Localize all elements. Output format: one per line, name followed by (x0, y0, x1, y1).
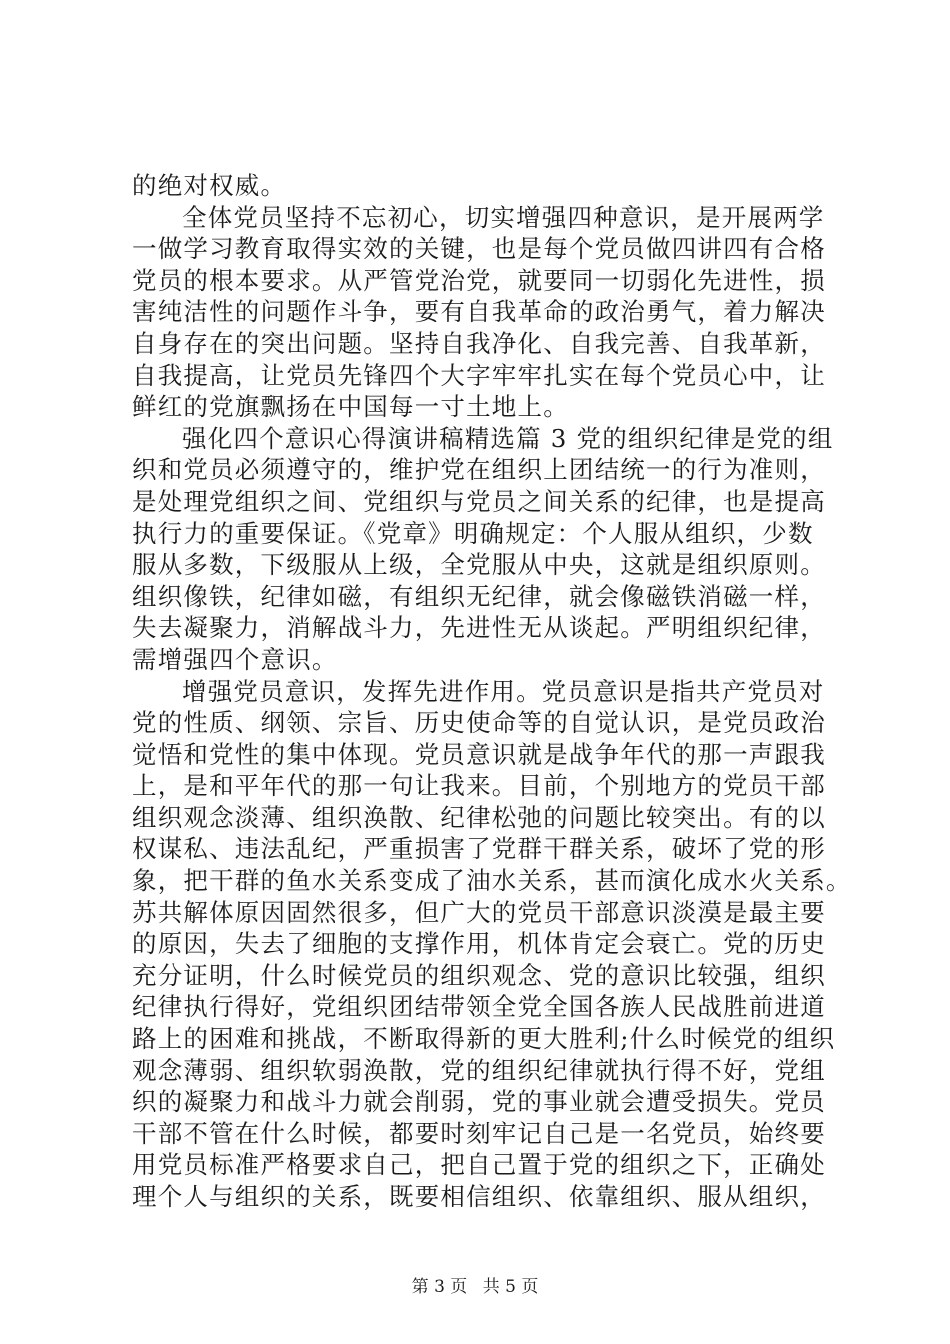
text-line: 全体党员坚持不忘初心，切实增强四种意识，是开展两学 (182, 202, 825, 232)
text-line: 织和党员必须遵守的，维护党在组织上团结统一的行为准则， (132, 455, 826, 485)
text-line: 组织像铁，纪律如磁，有组织无纪律，就会像磁铁消磁一样， (132, 581, 826, 611)
text-line: 权谋私、违法乱纪，严重损害了党群干群关系，破坏了党的形 (132, 834, 826, 864)
text-line: 的绝对权威。 (132, 171, 287, 200)
text-line: 党员的根本要求。从严管党治党，就要同一切弱化先进性，损 (132, 265, 826, 295)
text-line: 观念薄弱、组织软弱涣散，党的组织纪律就执行得不好，党组 (132, 1055, 826, 1085)
text-line: 织的凝聚力和战斗力就会削弱，党的事业就会遭受损失。党员 (132, 1087, 826, 1117)
text-line: 理个人与组织的关系，既要相信组织、依靠组织、服从组织， (132, 1182, 826, 1211)
text-line: 苏共解体原因固然很多，但广大的党员干部意识淡漠是最主要 (132, 897, 826, 927)
text-line: 干部不管在什么时候，都要时刻牢记自己是一名党员，始终要 (132, 1118, 826, 1148)
document-body (132, 170, 852, 1213)
text-line: 充分证明，什么时候党员的组织观念、党的意识比较强，组织 (132, 960, 826, 990)
text-line: 自我提高，让党员先锋四个大字牢牢扎实在每个党员心中，让 (132, 360, 826, 390)
text-line: 一做学习教育取得实效的关键，也是每个党员做四讲四有合格 (132, 234, 826, 264)
text-line: 失去凝聚力，消解战斗力，先进性无从谈起。严明组织纪律， (132, 613, 826, 643)
text-line: 用党员标准严格要求自己，把自己置于党的组织之下，正确处 (132, 1150, 826, 1180)
text-line: 党的性质、纲领、宗旨、历史使命等的自觉认识，是党员政治 (132, 708, 826, 738)
page-total: 共 5 页 (482, 1277, 539, 1297)
text-line: 觉悟和党性的集中体现。党员意识就是战争年代的那一声跟我 (132, 739, 826, 769)
text-line: 自身存在的突出问题。坚持自我净化、自我完善、自我革新， (132, 328, 826, 358)
text-line: 执行力的重要保证。《党章》明确规定：个人服从组织，少数 (132, 518, 814, 548)
text-line: 是处理党组织之间、党组织与党员之间关系的纪律，也是提高 (132, 486, 826, 516)
text-line: 路上的困难和挑战，不断取得新的更大胜利;什么时候党的组织 (132, 1024, 836, 1054)
text-line: 需增强四个意识。 (132, 644, 338, 674)
text-line: 强化四个意识心得演讲稿精选篇 3 党的组织纪律是党的组 (182, 423, 834, 453)
text-line: 增强党员意识，发挥先进作用。党员意识是指共产党员对 (182, 676, 825, 706)
text-line: 鲜红的党旗飘扬在中国每一寸土地上。 (132, 392, 569, 422)
page-number: 第 3 页 (411, 1277, 468, 1297)
text-line: 害纯洁性的问题作斗争，要有自我革命的政治勇气，着力解决 (132, 297, 826, 327)
page-footer (0, 1276, 950, 1298)
text-line: 纪律执行得好，党组织团结带领全党全国各族人民战胜前进道 (132, 992, 826, 1022)
text-line: 服从多数，下级服从上级，全党服从中央，这就是组织原则。 (132, 550, 826, 580)
text-line: 象，把干群的鱼水关系变成了油水关系，甚而演化成水火关系。 (132, 866, 852, 896)
text-line: 上，是和平年代的那一句让我来。目前，个别地方的党员干部 (132, 771, 826, 801)
text-line: 的原因，失去了细胞的支撑作用，机体肯定会衰亡。党的历史 (132, 929, 826, 959)
text-line: 组织观念淡薄、组织涣散、纪律松弛的问题比较突出。有的以 (132, 802, 826, 832)
